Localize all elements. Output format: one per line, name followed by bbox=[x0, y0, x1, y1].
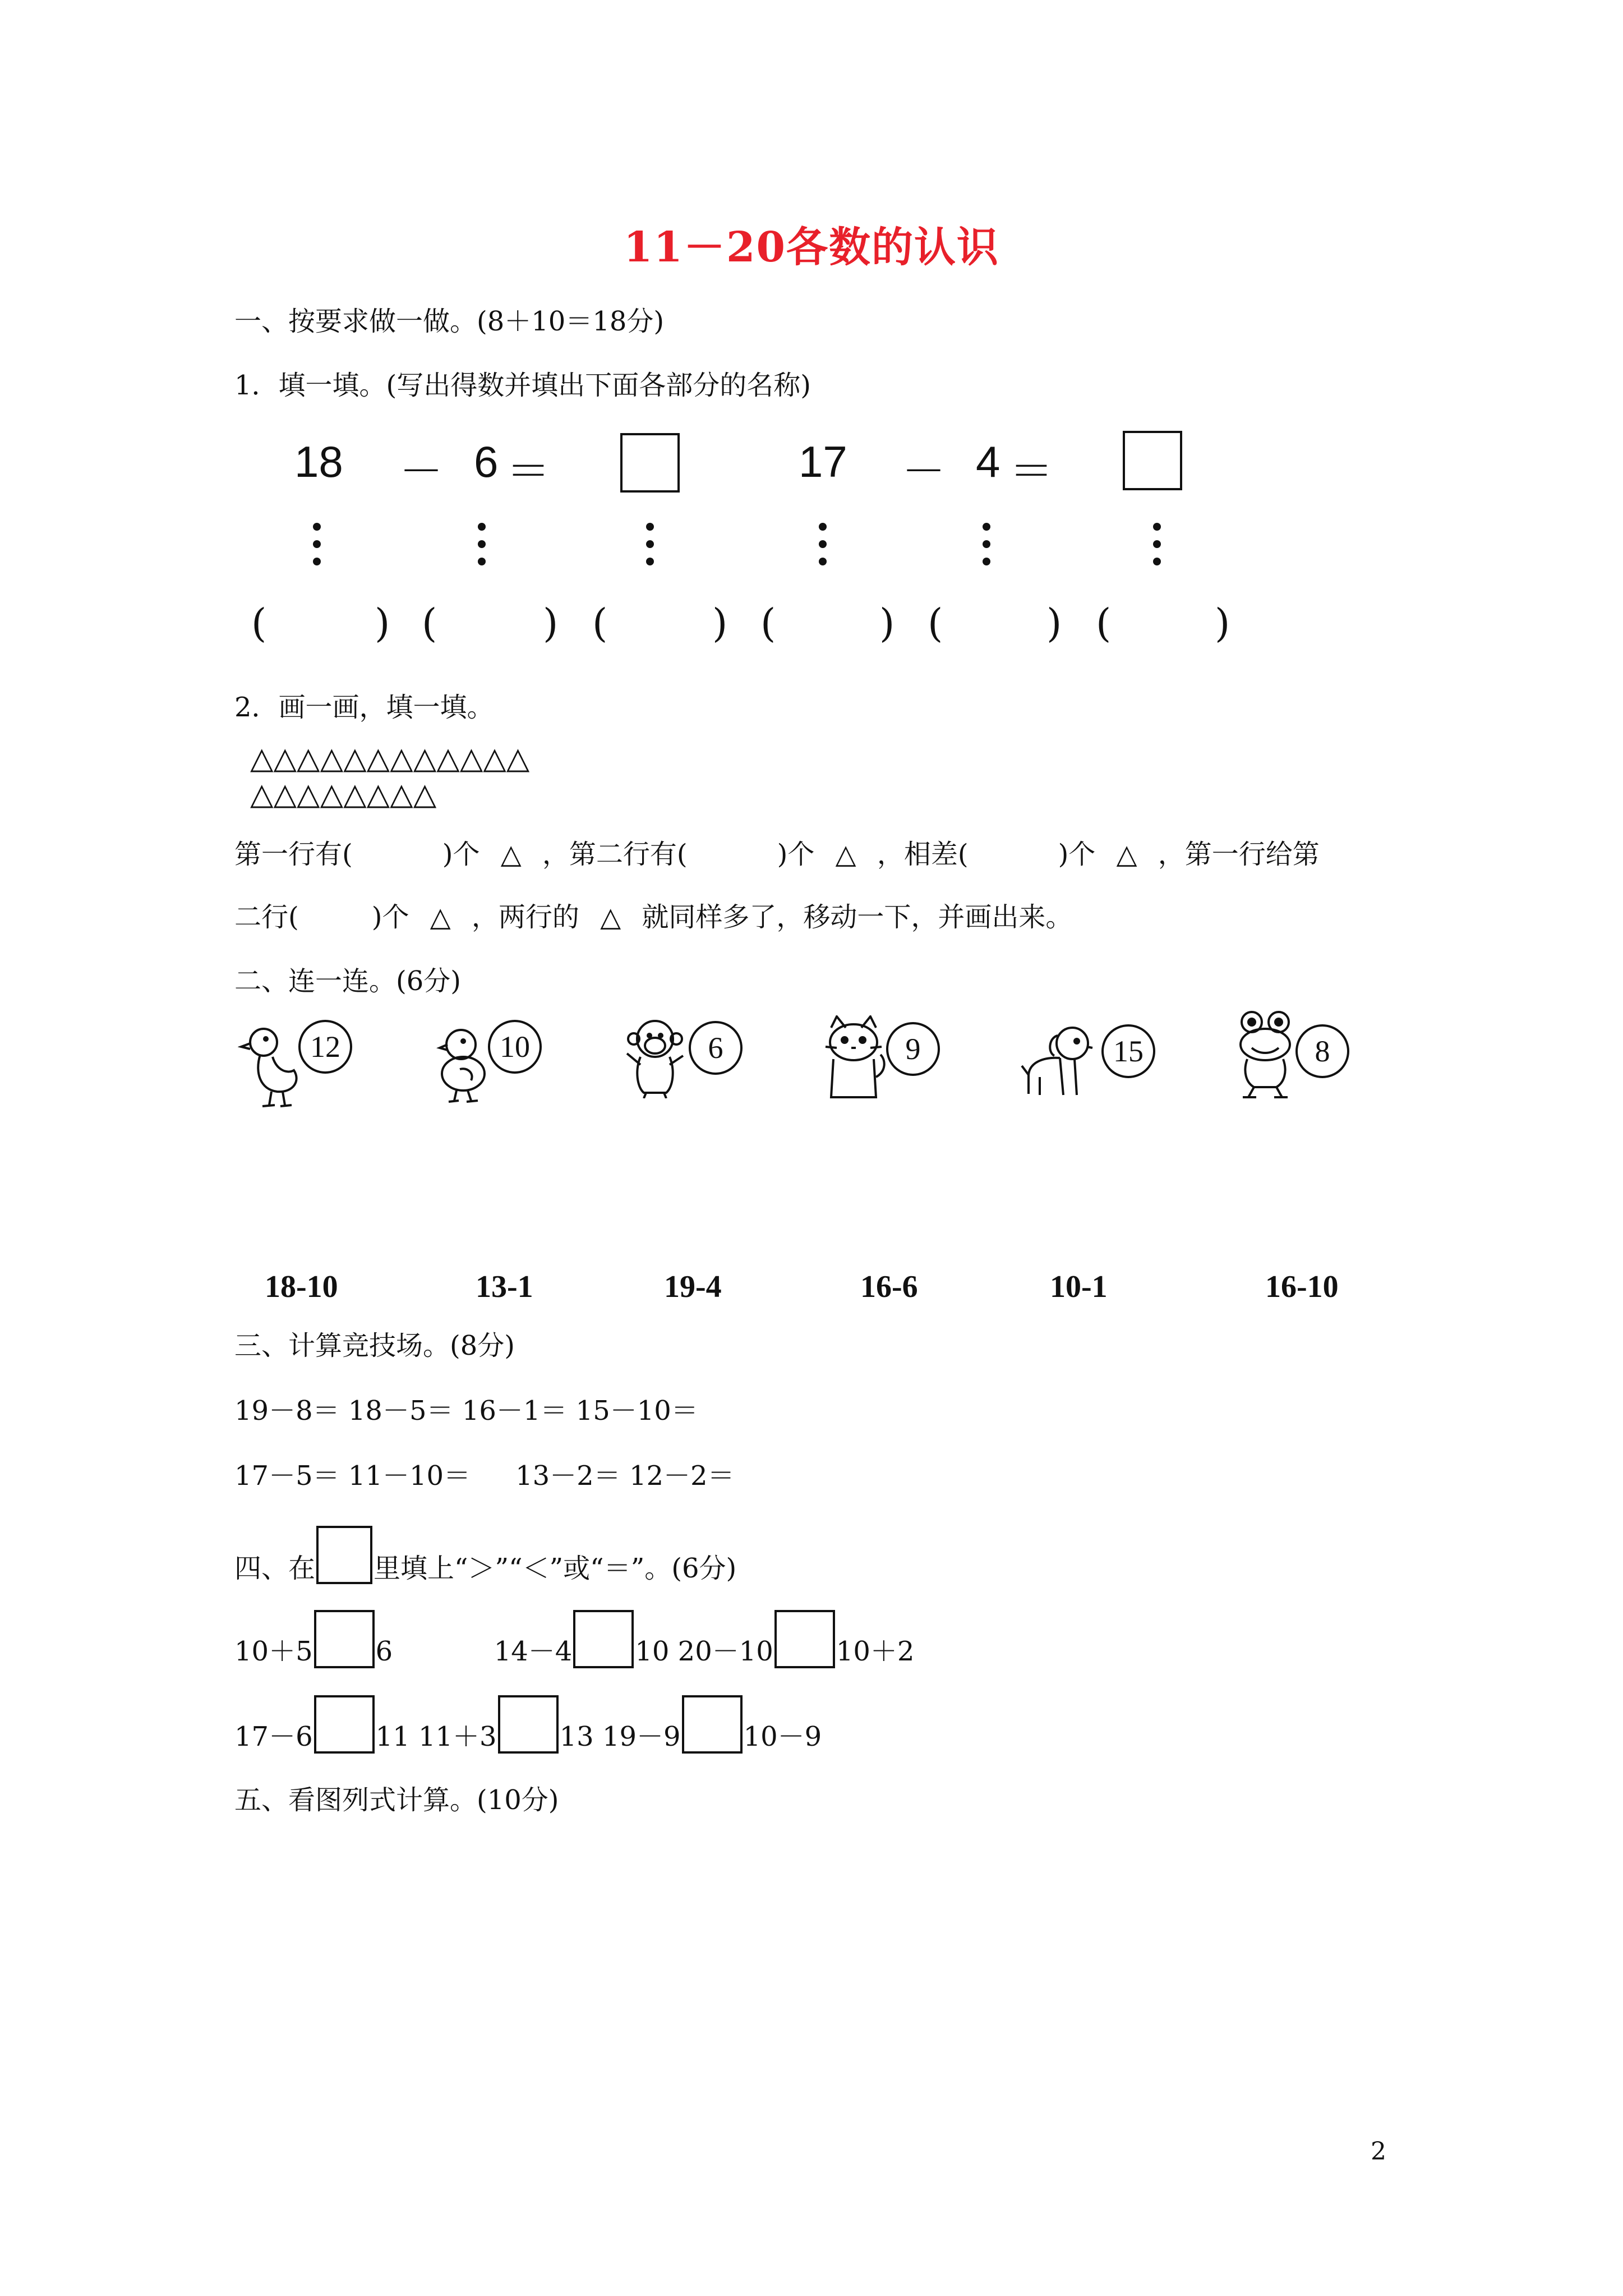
name-blank-2-close: ) bbox=[543, 600, 559, 646]
animal-number-circle[interactable]: 12 bbox=[298, 1020, 352, 1074]
animal-number-circle[interactable]: 8 bbox=[1295, 1024, 1349, 1078]
triangle-icon: △ bbox=[1116, 839, 1137, 870]
eq1-answer-box[interactable] bbox=[620, 433, 680, 493]
vertical-dots-icon bbox=[646, 523, 655, 575]
triangle-icon: △ bbox=[600, 901, 621, 933]
compare-answer-box[interactable] bbox=[774, 1610, 835, 1668]
compare-answer-box[interactable] bbox=[314, 1695, 375, 1754]
compare-answer-box[interactable] bbox=[498, 1695, 559, 1754]
frog-icon bbox=[1232, 1010, 1299, 1099]
section2-heading: 二、连一连。(6分) bbox=[234, 965, 461, 997]
name-blank-6-open: ( bbox=[1096, 600, 1112, 646]
expression-label[interactable]: 16-10 bbox=[1265, 1269, 1339, 1304]
compare-row-2: 17－6 11 11＋3 13 19－9 10－9 bbox=[234, 1695, 822, 1754]
duck-icon bbox=[238, 1022, 305, 1112]
eq2-minuend: 17 bbox=[799, 437, 847, 486]
vertical-dots-icon bbox=[819, 523, 828, 575]
dog-icon bbox=[1021, 1021, 1105, 1099]
name-blank-4-open: ( bbox=[760, 600, 776, 646]
name-blank-3-open: ( bbox=[592, 600, 608, 646]
compare-answer-box[interactable] bbox=[682, 1695, 743, 1754]
name-blank-1-close: ) bbox=[375, 600, 390, 646]
animal-number-circle[interactable]: 15 bbox=[1101, 1024, 1155, 1078]
q2-line2: 二行( )个 △ ，两行的 △ 就同样多了，移动一下，并画出来。 bbox=[234, 901, 1073, 933]
calc-row-2: 17－5＝ 11－10＝ 13－2＝ 12－2＝ bbox=[234, 1460, 735, 1492]
name-blank-3-close: ) bbox=[712, 600, 728, 646]
q2-prompt: 2．画一画，填一填。 bbox=[234, 692, 494, 723]
vertical-dots-icon bbox=[478, 523, 487, 575]
name-blank-5-close: ) bbox=[1046, 600, 1062, 646]
expression-label[interactable]: 19-4 bbox=[664, 1269, 722, 1304]
expression-label[interactable]: 16-6 bbox=[860, 1269, 918, 1304]
vertical-dots-icon bbox=[313, 523, 322, 575]
eq1-minus: － bbox=[399, 447, 444, 496]
triangle-icon: △ bbox=[835, 839, 856, 870]
page-title: 11－20各数的认识 bbox=[624, 223, 999, 272]
eq1-minuend: 18 bbox=[294, 437, 343, 486]
compare-row-1: 10＋5 6 14－4 10 20－10 10＋2 bbox=[234, 1610, 914, 1668]
animal-number-circle[interactable]: 9 bbox=[886, 1022, 940, 1076]
triangle-icon: △ bbox=[430, 901, 451, 933]
cat-icon bbox=[820, 1015, 887, 1099]
eq2-subtrahend: 4 bbox=[976, 437, 1000, 486]
section1-heading: 一、按要求做一做。(8＋10＝18分) bbox=[234, 306, 665, 337]
expression-label[interactable]: 10-1 bbox=[1050, 1269, 1108, 1304]
page-number: 2 bbox=[1371, 2137, 1386, 2166]
name-blank-6-close: ) bbox=[1215, 600, 1230, 646]
animal-number-circle[interactable]: 10 bbox=[488, 1020, 542, 1074]
monkey-icon bbox=[621, 1014, 689, 1098]
expression-label[interactable]: 13-1 bbox=[476, 1269, 533, 1304]
q2-line1: 第一行有( )个 △ ，第二行有( )个 △ ，相差( )个 △ ，第一行给第 bbox=[234, 839, 1320, 870]
compare-answer-box[interactable] bbox=[314, 1610, 375, 1668]
name-blank-5-open: ( bbox=[928, 600, 943, 646]
triangle-row-2: △△△△△△△△ bbox=[250, 776, 437, 812]
compare-box-sample bbox=[316, 1526, 372, 1584]
section4-heading: 四、在 里填上“＞”“＜”或“＝”。(6分) bbox=[234, 1526, 736, 1585]
vertical-dots-icon bbox=[1153, 523, 1162, 575]
eq1-equals: ＝ bbox=[506, 447, 551, 496]
eq2-equals: ＝ bbox=[1009, 447, 1054, 496]
triangle-row-1: △△△△△△△△△△△△ bbox=[250, 740, 530, 776]
section5-heading: 五、看图列式计算。(10分) bbox=[234, 1784, 559, 1816]
calc-row-1: 19－8＝ 18－5＝ 16－1＝ 15－10＝ bbox=[234, 1395, 698, 1427]
eq2-answer-box[interactable] bbox=[1123, 431, 1182, 490]
name-blank-2-open: ( bbox=[422, 600, 437, 646]
name-blank-4-close: ) bbox=[879, 600, 895, 646]
triangle-icon: △ bbox=[500, 839, 522, 870]
section3-heading: 三、计算竞技场。(8分) bbox=[234, 1330, 515, 1361]
q1-prompt: 1．填一填。(写出得数并填出下面各部分的名称) bbox=[234, 370, 811, 401]
name-blank-1-open: ( bbox=[251, 600, 267, 646]
vertical-dots-icon bbox=[983, 523, 992, 575]
eq2-minus: － bbox=[902, 447, 946, 496]
animal-number-circle[interactable]: 6 bbox=[689, 1021, 743, 1075]
expression-label[interactable]: 18-10 bbox=[265, 1269, 338, 1304]
eq1-subtrahend: 6 bbox=[474, 437, 499, 486]
compare-answer-box[interactable] bbox=[573, 1610, 634, 1668]
chick-icon bbox=[432, 1022, 490, 1105]
